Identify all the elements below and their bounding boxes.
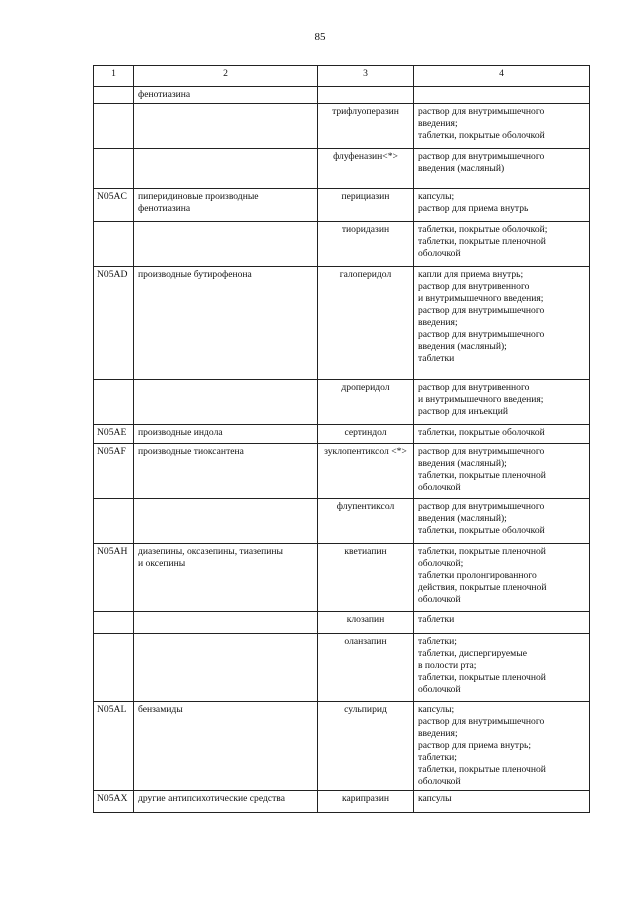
- table-row: [94, 444, 590, 499]
- header-col-1: 1: [94, 66, 134, 87]
- table-row: [94, 612, 590, 634]
- dosage-form-cell: раствор для внутримышечного введения; таблетки, покрытые оболочкой: [414, 104, 590, 149]
- table-row: [94, 149, 590, 189]
- atc-code-cell: [94, 612, 134, 634]
- dosage-form-cell: таблетки, покрытые пленочной оболочкой; таблетки пролонгированного действия, покрытые пленочной оболочкой: [414, 544, 590, 612]
- table-row: [94, 267, 590, 380]
- group-name-cell: [134, 104, 318, 149]
- group-name-cell: пиперидиновые производные фенотиазина: [134, 189, 318, 222]
- group-name-cell: [134, 222, 318, 267]
- group-name-cell: [134, 149, 318, 189]
- group-name-cell: [134, 612, 318, 634]
- atc-code-cell: N05AC: [94, 189, 134, 222]
- dosage-form-cell: капсулы: [414, 791, 590, 813]
- drug-name-cell: тиоридазин: [318, 222, 414, 267]
- medication-table: [93, 65, 590, 813]
- dosage-form-cell: раствор для внутримышечного введения (масляный): [414, 149, 590, 189]
- table-row: [94, 702, 590, 791]
- group-name-cell: производные индола: [134, 425, 318, 444]
- dosage-form-cell: таблетки; таблетки, диспергируемые в полости рта; таблетки, покрытые пленочной оболочкой: [414, 634, 590, 702]
- group-name-cell: фенотиазина: [134, 87, 318, 104]
- atc-code-cell: N05AD: [94, 267, 134, 380]
- dosage-form-cell: [414, 87, 590, 104]
- header-col-3: 3: [318, 66, 414, 87]
- dosage-form-cell: раствор для внутривенного и внутримышечного введения; раствор для инъекций: [414, 380, 590, 425]
- drug-name-cell: оланзапин: [318, 634, 414, 702]
- table-row: [94, 544, 590, 612]
- table-row: [94, 634, 590, 702]
- atc-code-cell: [94, 499, 134, 544]
- dosage-form-cell: раствор для внутримышечного введения (масляный); таблетки, покрытые оболочкой: [414, 499, 590, 544]
- dosage-form-cell: раствор для внутримышечного введения (масляный); таблетки, покрытые пленочной оболочкой: [414, 444, 590, 499]
- table-row: [94, 222, 590, 267]
- table-row: [94, 189, 590, 222]
- group-name-cell: [134, 499, 318, 544]
- atc-code-cell: [94, 380, 134, 425]
- group-name-cell: производные бутирофенона: [134, 267, 318, 380]
- table-row: [94, 499, 590, 544]
- atc-code-cell: N05AE: [94, 425, 134, 444]
- header-col-4: 4: [414, 66, 590, 87]
- drug-name-cell: клозапин: [318, 612, 414, 634]
- group-name-cell: [134, 634, 318, 702]
- dosage-form-cell: капли для приема внутрь; раствор для внутривенного и внутримышечного введения; раствор для внутримышечного введения; раствор для внутримышечного введения (масляный); таблетки: [414, 267, 590, 380]
- table-row: [94, 425, 590, 444]
- dosage-form-cell: капсулы; раствор для приема внутрь: [414, 189, 590, 222]
- dosage-form-cell: таблетки, покрытые оболочкой: [414, 425, 590, 444]
- atc-code-cell: [94, 222, 134, 267]
- drug-name-cell: дроперидол: [318, 380, 414, 425]
- drug-name-cell: [318, 87, 414, 104]
- drug-name-cell: сульпирид: [318, 702, 414, 791]
- drug-name-cell: трифлуоперазин: [318, 104, 414, 149]
- atc-code-cell: [94, 149, 134, 189]
- drug-name-cell: перициазин: [318, 189, 414, 222]
- group-name-cell: производные тиоксантена: [134, 444, 318, 499]
- drug-name-cell: зуклопентиксол <*>: [318, 444, 414, 499]
- table-header-row: [94, 66, 590, 87]
- group-name-cell: [134, 380, 318, 425]
- table-row: [94, 104, 590, 149]
- atc-code-cell: N05AF: [94, 444, 134, 499]
- group-name-cell: бензамиды: [134, 702, 318, 791]
- atc-code-cell: [94, 87, 134, 104]
- atc-code-cell: N05AL: [94, 702, 134, 791]
- atc-code-cell: [94, 104, 134, 149]
- drug-name-cell: карипразин: [318, 791, 414, 813]
- table-row: [94, 791, 590, 813]
- table-row: [94, 380, 590, 425]
- table-row: [94, 87, 590, 104]
- header-col-2: 2: [134, 66, 318, 87]
- drug-name-cell: флуфеназин<*>: [318, 149, 414, 189]
- group-name-cell: диазепины, оксазепины, тиазепины и оксепины: [134, 544, 318, 612]
- atc-code-cell: N05AH: [94, 544, 134, 612]
- atc-code-cell: N05AX: [94, 791, 134, 813]
- drug-name-cell: галоперидол: [318, 267, 414, 380]
- page-number: 85: [314, 31, 326, 43]
- drug-name-cell: сертиндол: [318, 425, 414, 444]
- atc-code-cell: [94, 634, 134, 702]
- group-name-cell: другие антипсихотические средства: [134, 791, 318, 813]
- dosage-form-cell: капсулы; раствор для внутримышечного введения; раствор для приема внутрь; таблетки; таблетки, покрытые пленочной оболочкой: [414, 702, 590, 791]
- drug-name-cell: кветиапин: [318, 544, 414, 612]
- drug-name-cell: флупентиксол: [318, 499, 414, 544]
- dosage-form-cell: таблетки, покрытые оболочкой; таблетки, покрытые пленочной оболочкой: [414, 222, 590, 267]
- dosage-form-cell: таблетки: [414, 612, 590, 634]
